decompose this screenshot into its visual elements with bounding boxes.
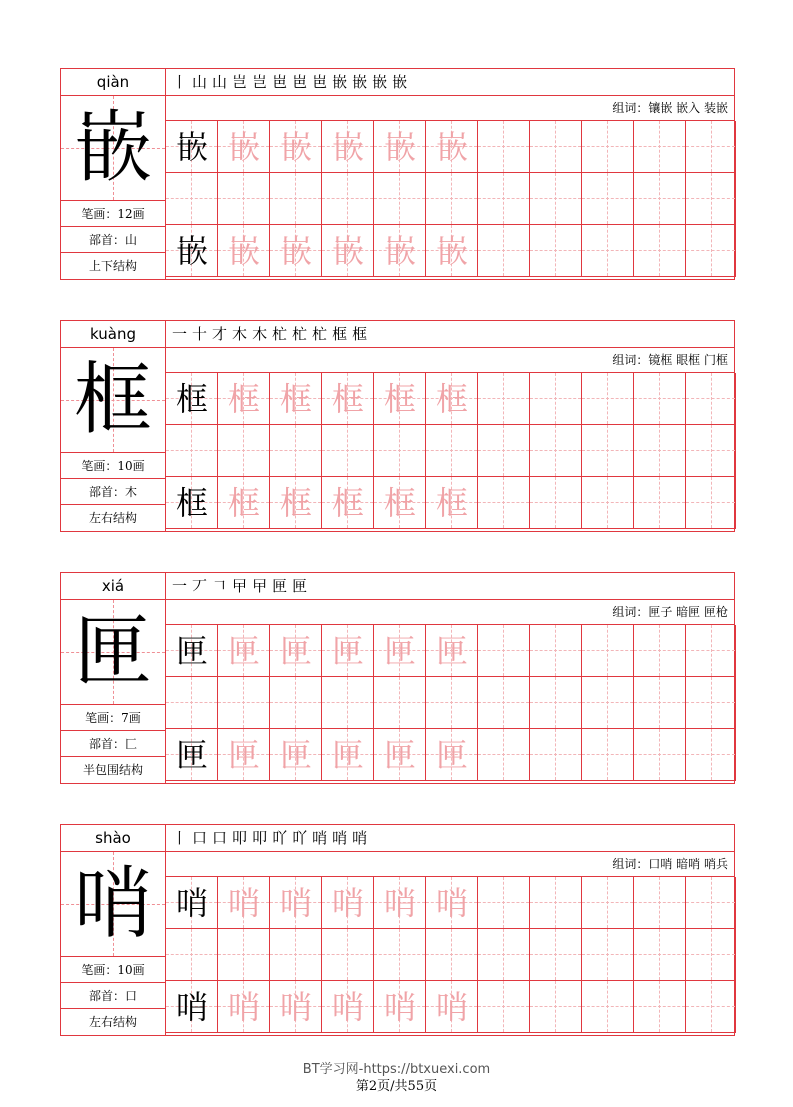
trace-char: 匣 bbox=[227, 632, 260, 670]
grid-cell bbox=[166, 477, 218, 529]
character-info-panel bbox=[61, 825, 166, 1035]
practice-row bbox=[166, 677, 736, 729]
grid-cell bbox=[530, 373, 582, 425]
grid-cell bbox=[218, 173, 270, 225]
grid-cell bbox=[686, 173, 736, 225]
stroke-step: 丆 bbox=[192, 577, 209, 595]
stroke-step: 曱 bbox=[232, 577, 249, 595]
practice-row bbox=[166, 929, 736, 981]
trace-char: 嵌 bbox=[279, 232, 312, 270]
grid-cell bbox=[166, 625, 218, 677]
grid-cell bbox=[478, 121, 530, 173]
trace-char: 匣 bbox=[435, 736, 468, 774]
practice-row bbox=[166, 877, 736, 929]
stroke-step: 岜 bbox=[292, 73, 309, 91]
pinyin: xiá bbox=[61, 573, 165, 600]
model-practice-char: 框 bbox=[175, 380, 208, 418]
model-character-box bbox=[61, 600, 165, 704]
character-info-panel bbox=[61, 321, 166, 531]
trace-char: 框 bbox=[331, 484, 364, 522]
stroke-step: 岜 bbox=[272, 73, 289, 91]
grid-cell bbox=[634, 981, 686, 1033]
stroke-step: 匣 bbox=[292, 577, 309, 595]
stroke-step: 哨 bbox=[352, 829, 369, 847]
grid-cell bbox=[166, 373, 218, 425]
word-examples: 组词：镶嵌 嵌入 装嵌 bbox=[166, 96, 734, 121]
grid-cell bbox=[478, 173, 530, 225]
radical: 部首：木 bbox=[61, 478, 165, 505]
model-character: 匣 bbox=[73, 607, 152, 697]
grid-cell bbox=[426, 477, 478, 529]
trace-char: 嵌 bbox=[331, 232, 364, 270]
stroke-step: 嵌 bbox=[332, 73, 349, 91]
grid-cell bbox=[270, 677, 322, 729]
stroke-step: 曱 bbox=[252, 577, 269, 595]
model-character: 哨 bbox=[73, 859, 152, 949]
grid-cell bbox=[218, 225, 270, 277]
grid-cell bbox=[478, 929, 530, 981]
practice-row bbox=[166, 373, 736, 425]
radical: 部首：口 bbox=[61, 982, 165, 1009]
grid-cell bbox=[634, 677, 686, 729]
stroke-step: 岂 bbox=[232, 73, 249, 91]
stroke-step: 一 bbox=[172, 325, 189, 343]
trace-char: 框 bbox=[435, 380, 468, 418]
grid-cell bbox=[374, 729, 426, 781]
stroke-step: 哨 bbox=[312, 829, 329, 847]
grid-cell bbox=[374, 981, 426, 1033]
grid-cell bbox=[218, 373, 270, 425]
trace-char: 哨 bbox=[279, 988, 312, 1026]
practice-grid bbox=[166, 877, 736, 1035]
grid-cell bbox=[374, 173, 426, 225]
practice-row bbox=[166, 225, 736, 277]
grid-cell bbox=[530, 877, 582, 929]
model-practice-char: 哨 bbox=[175, 988, 208, 1026]
grid-cell bbox=[634, 729, 686, 781]
grid-cell bbox=[478, 425, 530, 477]
stroke-step: 才 bbox=[212, 325, 229, 343]
grid-cell bbox=[374, 625, 426, 677]
trace-char: 框 bbox=[227, 484, 260, 522]
structure: 半包围结构 bbox=[61, 756, 165, 783]
stroke-step: 嵌 bbox=[392, 73, 409, 91]
radical: 部首：山 bbox=[61, 226, 165, 253]
character-card bbox=[60, 824, 735, 1036]
grid-cell bbox=[374, 477, 426, 529]
trace-char: 嵌 bbox=[227, 232, 260, 270]
character-card bbox=[60, 68, 735, 280]
trace-char: 哨 bbox=[435, 884, 468, 922]
stroke-count: 笔画：7画 bbox=[61, 704, 165, 731]
trace-char: 匣 bbox=[383, 736, 416, 774]
grid-cell bbox=[166, 677, 218, 729]
grid-cell bbox=[634, 877, 686, 929]
grid-cell bbox=[530, 625, 582, 677]
trace-char: 哨 bbox=[383, 884, 416, 922]
grid-cell bbox=[218, 729, 270, 781]
trace-char: 匣 bbox=[331, 736, 364, 774]
grid-cell bbox=[218, 677, 270, 729]
grid-cell bbox=[426, 625, 478, 677]
grid-cell bbox=[166, 225, 218, 277]
grid-cell bbox=[270, 225, 322, 277]
grid-cell bbox=[582, 677, 634, 729]
grid-cell bbox=[686, 929, 736, 981]
grid-cell bbox=[686, 729, 736, 781]
structure: 左右结构 bbox=[61, 504, 165, 531]
grid-cell bbox=[582, 981, 634, 1033]
grid-cell bbox=[634, 225, 686, 277]
stroke-step: 嵌 bbox=[372, 73, 389, 91]
grid-cell bbox=[218, 929, 270, 981]
grid-cell bbox=[322, 729, 374, 781]
grid-cell bbox=[166, 929, 218, 981]
grid-cell bbox=[478, 729, 530, 781]
grid-cell bbox=[582, 225, 634, 277]
practice-grid bbox=[166, 121, 736, 279]
grid-cell bbox=[218, 625, 270, 677]
trace-char: 嵌 bbox=[435, 232, 468, 270]
grid-cell bbox=[322, 677, 374, 729]
trace-char: 框 bbox=[383, 380, 416, 418]
character-info-panel bbox=[61, 573, 166, 783]
model-practice-char: 嵌 bbox=[175, 232, 208, 270]
grid-cell bbox=[686, 373, 736, 425]
trace-char: 嵌 bbox=[331, 128, 364, 166]
trace-char: 匣 bbox=[383, 632, 416, 670]
grid-cell bbox=[530, 477, 582, 529]
grid-cell bbox=[270, 425, 322, 477]
grid-cell bbox=[478, 877, 530, 929]
grid-cell bbox=[322, 173, 374, 225]
grid-cell bbox=[582, 877, 634, 929]
stroke-step: 山 bbox=[192, 73, 209, 91]
stroke-order-row bbox=[166, 69, 734, 96]
grid-cell bbox=[322, 877, 374, 929]
trace-char: 嵌 bbox=[279, 128, 312, 166]
grid-cell bbox=[426, 121, 478, 173]
grid-cell bbox=[634, 477, 686, 529]
grid-cell bbox=[322, 625, 374, 677]
grid-cell bbox=[634, 625, 686, 677]
practice-grid bbox=[166, 373, 736, 531]
trace-char: 哨 bbox=[227, 988, 260, 1026]
trace-char: 哨 bbox=[331, 988, 364, 1026]
trace-char: 匣 bbox=[435, 632, 468, 670]
grid-cell bbox=[686, 425, 736, 477]
stroke-step: 口 bbox=[212, 829, 229, 847]
grid-cell bbox=[374, 677, 426, 729]
stroke-order-row bbox=[166, 321, 734, 348]
grid-cell bbox=[322, 929, 374, 981]
stroke-order-row bbox=[166, 573, 734, 600]
grid-cell bbox=[686, 121, 736, 173]
grid-cell bbox=[634, 373, 686, 425]
trace-char: 嵌 bbox=[435, 128, 468, 166]
model-character-box bbox=[61, 348, 165, 452]
character-info-panel bbox=[61, 69, 166, 279]
grid-cell bbox=[218, 877, 270, 929]
stroke-step: 岂 bbox=[252, 73, 269, 91]
stroke-step: 杧 bbox=[292, 325, 309, 343]
model-character-box bbox=[61, 852, 165, 956]
grid-cell bbox=[530, 173, 582, 225]
grid-cell bbox=[166, 425, 218, 477]
grid-cell bbox=[218, 477, 270, 529]
grid-cell bbox=[426, 981, 478, 1033]
grid-cell bbox=[270, 373, 322, 425]
stroke-step: 吖 bbox=[292, 829, 309, 847]
stroke-step: 框 bbox=[332, 325, 349, 343]
structure: 上下结构 bbox=[61, 252, 165, 279]
structure: 左右结构 bbox=[61, 1008, 165, 1035]
stroke-step: 框 bbox=[352, 325, 369, 343]
grid-cell bbox=[582, 173, 634, 225]
model-character: 框 bbox=[73, 355, 152, 445]
stroke-step: 嵌 bbox=[352, 73, 369, 91]
trace-char: 匣 bbox=[227, 736, 260, 774]
stroke-step: 𠃍 bbox=[212, 577, 229, 595]
stroke-step: 一 bbox=[172, 577, 189, 595]
grid-cell bbox=[270, 625, 322, 677]
stroke-step: 木 bbox=[252, 325, 269, 343]
grid-cell bbox=[478, 373, 530, 425]
grid-cell bbox=[634, 173, 686, 225]
trace-char: 哨 bbox=[279, 884, 312, 922]
trace-char: 框 bbox=[227, 380, 260, 418]
grid-cell bbox=[530, 981, 582, 1033]
grid-cell bbox=[530, 677, 582, 729]
grid-cell bbox=[478, 625, 530, 677]
stroke-step: 叩 bbox=[252, 829, 269, 847]
trace-char: 哨 bbox=[331, 884, 364, 922]
page-number: 第2页/共55页 bbox=[355, 1079, 438, 1094]
trace-char: 框 bbox=[331, 380, 364, 418]
practice-row bbox=[166, 477, 736, 529]
trace-char: 哨 bbox=[227, 884, 260, 922]
grid-cell bbox=[270, 173, 322, 225]
stroke-count: 笔画：12画 bbox=[61, 200, 165, 227]
grid-cell bbox=[686, 477, 736, 529]
word-examples: 组词：镜框 眼框 门框 bbox=[166, 348, 734, 373]
trace-char: 框 bbox=[383, 484, 416, 522]
grid-cell bbox=[166, 981, 218, 1033]
trace-char: 匣 bbox=[279, 736, 312, 774]
stroke-step: 丨 bbox=[172, 73, 189, 91]
grid-cell bbox=[634, 121, 686, 173]
grid-cell bbox=[582, 729, 634, 781]
grid-cell bbox=[322, 373, 374, 425]
trace-char: 框 bbox=[435, 484, 468, 522]
character-card bbox=[60, 572, 735, 784]
pinyin: qiàn bbox=[61, 69, 165, 96]
grid-cell bbox=[374, 121, 426, 173]
practice-row bbox=[166, 173, 736, 225]
trace-char: 哨 bbox=[435, 988, 468, 1026]
stroke-step: 杧 bbox=[272, 325, 289, 343]
grid-cell bbox=[426, 373, 478, 425]
grid-cell bbox=[166, 173, 218, 225]
grid-cell bbox=[166, 729, 218, 781]
grid-cell bbox=[166, 121, 218, 173]
model-practice-char: 框 bbox=[175, 484, 208, 522]
stroke-step: 匣 bbox=[272, 577, 289, 595]
trace-char: 嵌 bbox=[383, 128, 416, 166]
practice-row bbox=[166, 729, 736, 781]
grid-cell bbox=[478, 981, 530, 1033]
stroke-step: 口 bbox=[192, 829, 209, 847]
grid-cell bbox=[426, 173, 478, 225]
pinyin: shào bbox=[61, 825, 165, 852]
grid-cell bbox=[374, 929, 426, 981]
grid-cell bbox=[582, 477, 634, 529]
model-practice-char: 嵌 bbox=[175, 128, 208, 166]
stroke-order-row bbox=[166, 825, 734, 852]
stroke-step: 十 bbox=[192, 325, 209, 343]
stroke-step: 哨 bbox=[332, 829, 349, 847]
trace-char: 匣 bbox=[279, 632, 312, 670]
grid-cell bbox=[218, 425, 270, 477]
grid-cell bbox=[374, 373, 426, 425]
grid-cell bbox=[270, 981, 322, 1033]
practice-row bbox=[166, 981, 736, 1033]
grid-cell bbox=[374, 877, 426, 929]
grid-cell bbox=[530, 225, 582, 277]
grid-cell bbox=[270, 929, 322, 981]
grid-cell bbox=[686, 225, 736, 277]
grid-cell bbox=[582, 373, 634, 425]
grid-cell bbox=[322, 981, 374, 1033]
model-practice-char: 匣 bbox=[175, 632, 208, 670]
model-character: 嵌 bbox=[73, 103, 152, 193]
grid-cell bbox=[218, 981, 270, 1033]
grid-cell bbox=[374, 425, 426, 477]
stroke-step: 丨 bbox=[172, 829, 189, 847]
grid-cell bbox=[478, 477, 530, 529]
trace-char: 嵌 bbox=[383, 232, 416, 270]
stroke-step: 木 bbox=[232, 325, 249, 343]
grid-cell bbox=[218, 121, 270, 173]
grid-cell bbox=[426, 677, 478, 729]
practice-grid bbox=[166, 625, 736, 783]
grid-cell bbox=[686, 677, 736, 729]
grid-cell bbox=[478, 225, 530, 277]
practice-row bbox=[166, 121, 736, 173]
grid-cell bbox=[634, 929, 686, 981]
grid-cell bbox=[270, 729, 322, 781]
grid-cell bbox=[426, 225, 478, 277]
stroke-step: 山 bbox=[212, 73, 229, 91]
grid-cell bbox=[270, 121, 322, 173]
grid-cell bbox=[426, 425, 478, 477]
grid-cell bbox=[270, 877, 322, 929]
stroke-step: 岜 bbox=[312, 73, 329, 91]
stroke-step: 叩 bbox=[232, 829, 249, 847]
model-practice-char: 哨 bbox=[175, 884, 208, 922]
grid-cell bbox=[686, 877, 736, 929]
grid-cell bbox=[478, 677, 530, 729]
grid-cell bbox=[582, 929, 634, 981]
grid-cell bbox=[322, 121, 374, 173]
footer-watermark: BT学习网-https://btxuexi.com bbox=[302, 1062, 491, 1077]
practice-row bbox=[166, 425, 736, 477]
trace-char: 嵌 bbox=[227, 128, 260, 166]
word-examples: 组词：口哨 暗哨 哨兵 bbox=[166, 852, 734, 877]
trace-char: 框 bbox=[279, 380, 312, 418]
grid-cell bbox=[582, 121, 634, 173]
practice-row bbox=[166, 625, 736, 677]
grid-cell bbox=[270, 477, 322, 529]
grid-cell bbox=[686, 981, 736, 1033]
grid-cell bbox=[374, 225, 426, 277]
grid-cell bbox=[530, 425, 582, 477]
grid-cell bbox=[166, 877, 218, 929]
word-examples: 组词：匣子 暗匣 匣枪 bbox=[166, 600, 734, 625]
grid-cell bbox=[686, 625, 736, 677]
character-card bbox=[60, 320, 735, 532]
trace-char: 匣 bbox=[331, 632, 364, 670]
trace-char: 框 bbox=[279, 484, 312, 522]
grid-cell bbox=[426, 877, 478, 929]
stroke-step: 杧 bbox=[312, 325, 329, 343]
trace-char: 哨 bbox=[383, 988, 416, 1026]
grid-cell bbox=[322, 477, 374, 529]
model-practice-char: 匣 bbox=[175, 736, 208, 774]
model-character-box bbox=[61, 96, 165, 200]
grid-cell bbox=[322, 425, 374, 477]
radical: 部首：匚 bbox=[61, 730, 165, 757]
grid-cell bbox=[582, 425, 634, 477]
grid-cell bbox=[426, 929, 478, 981]
grid-cell bbox=[582, 625, 634, 677]
grid-cell bbox=[530, 929, 582, 981]
grid-cell bbox=[530, 729, 582, 781]
stroke-step: 吖 bbox=[272, 829, 289, 847]
grid-cell bbox=[426, 729, 478, 781]
stroke-count: 笔画：10画 bbox=[61, 956, 165, 983]
grid-cell bbox=[530, 121, 582, 173]
pinyin: kuàng bbox=[61, 321, 165, 348]
grid-cell bbox=[634, 425, 686, 477]
stroke-count: 笔画：10画 bbox=[61, 452, 165, 479]
grid-cell bbox=[322, 225, 374, 277]
